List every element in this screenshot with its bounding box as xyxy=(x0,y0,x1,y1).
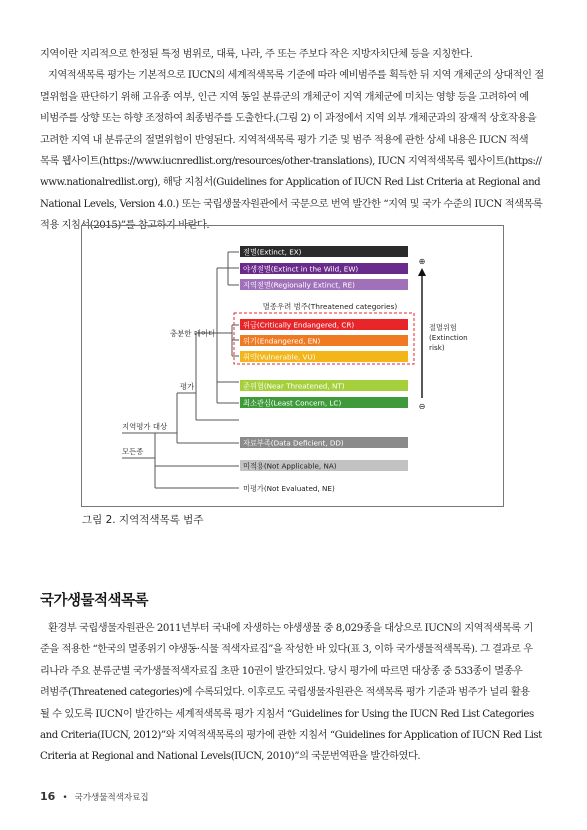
label-nt: 준위협(Near Threatened, NT) xyxy=(243,381,345,391)
arrow-head-icon xyxy=(418,268,426,276)
text-line: 멸위험을 판단하기 위해 고유종 여부, 인근 지역 동일 분류군의 개체군이 지역 개체군에 미치는 영향 등을 고려하여 예 xyxy=(40,91,529,103)
label-vu: 취약(Vulnerable, VU) xyxy=(243,352,316,362)
text-line: 리나라 주요 분류군별 국가생물적색자료집 초판 10권이 발간되었다. 당시 평가에 따르면 대상종 중 533종이 멸종우 xyxy=(40,665,523,677)
label-dd: 자료부족(Data Deficient, DD) xyxy=(243,438,344,448)
text-line: 지역적색목록 평가는 기본적으로 IUCN의 세계적색목록 기준에 따라 예비범주를 획득한 뒤 지역 개체군의 상대적인 절 xyxy=(48,70,544,82)
footer-title: 국가생물적색자료집 xyxy=(74,793,149,803)
risk-label-1: 절멸위험 xyxy=(429,323,457,332)
plus-icon: ⊕ xyxy=(418,257,426,266)
branch-evaluated: 평가 xyxy=(180,382,195,391)
branch-adequate-data: 충분한 데이터 xyxy=(170,329,216,338)
label-na: 미적용(Not Applicable, NA) xyxy=(243,461,337,471)
risk-label-3: risk) xyxy=(429,343,445,352)
branch-eligible: 지역평가 대상 xyxy=(122,422,168,431)
label-ew: 야생절멸(Extinct in the Wild, EW) xyxy=(243,264,359,274)
label-lc: 최소관심(Least Concern, LC) xyxy=(243,398,342,408)
text-line: 환경부 국립생물자원관은 2011년부터 국내에 자생하는 야생생물 중 8,029종을 대상으로 IUCN의 지역적색목록 기 xyxy=(48,623,533,634)
threatened-label: 멸종우려 범주(Threatened categories) xyxy=(262,302,398,311)
text-line: 적용 지침서(2015)”를 참고하기 바란다. xyxy=(40,220,210,232)
text-line: 준을 적용한 “한국의 멸종위기 야생동·식물 적색자료집”을 작성한 바 있다(표 3, 이하 국가생물적색목록). 그 결과로 우 xyxy=(40,644,533,656)
label-en: 위기(Endangered, EN) xyxy=(243,336,321,346)
text-line: National Levels, Version 4.0.) 또는 국립생물자원관에서 국문으로 번역 발간한 “지역 및 국가 수준의 IUCN 적색목록 xyxy=(40,198,543,210)
text-line: www.nationalredlist.org), 해당 지침서(Guidelines for Application of IUCN Red List Criteria at Regional and xyxy=(40,177,541,189)
branch-all-species: 모든종 xyxy=(122,447,144,456)
text-line: 지역이란 지리적으로 한정된 특정 범위로, 대륙, 나라, 주 또는 주보다 작은 지방자치단체 등을 지칭한다. xyxy=(40,49,473,60)
minus-icon: ⊖ xyxy=(418,402,426,411)
figure-caption: 그림 2. 지역적색목록 범주 xyxy=(82,514,204,526)
text-line: 될 수 있도록 IUCN이 발간하는 세계적색목록 평가 지침서 “Guidelines for Using the IUCN Red List Categories xyxy=(40,708,534,720)
text-line: 목록 웹사이트(https://www.iucnredlist.org/resources/other-translations), IUCN 지역적색목록 웹사이트(https:// xyxy=(40,156,542,168)
risk-label-2: (Extinction xyxy=(429,333,468,342)
footer-separator: • xyxy=(62,793,68,803)
label-cr: 위급(Critically Endangered, CR) xyxy=(243,320,355,330)
category-figure xyxy=(81,225,504,507)
intro-paragraph xyxy=(40,44,548,237)
category-diagram xyxy=(82,226,503,506)
page-number: 16 xyxy=(40,790,56,803)
section-title: 국가생물적색목록 xyxy=(40,593,149,609)
text-line: 려범주(Threatened categories)에 수록되었다. 이후로도 국립생물자원관은 적색목록 평가 기준과 범주가 널리 활용 xyxy=(40,687,530,699)
text-line: and Criteria(IUCN, 2012)”와 지역적색목록의 평가에 관한 지침서 “Guidelines for Application of IUCN Red List xyxy=(40,730,542,742)
text-line: Criteria at Regional and National Levels(IUCN, 2010)”의 국문번역판을 발간하였다. xyxy=(40,751,421,763)
label-re: 지역절멸(Regionally Extinct, RE) xyxy=(243,280,355,290)
label-ex: 절멸(Extinct, EX) xyxy=(243,247,302,257)
national-list-paragraph xyxy=(40,618,548,768)
text-line: 고려한 지역 내 분류군의 절멸위험이 반영된다. 지역적색목록 평가 기준 및 범주 적용에 관한 상세 내용은 IUCN 적색 xyxy=(40,134,529,146)
category-bars xyxy=(155,246,408,493)
text-line: 비범주를 상향 또는 하향 조정하여 최종범주를 도출한다.(그림 2) 이 과정에서 지역 외부 개체군과의 잠재적 상호작용을 xyxy=(40,113,537,125)
page-footer xyxy=(40,790,149,803)
label-ne: 미평가(Not Evaluated, NE) xyxy=(243,484,335,493)
